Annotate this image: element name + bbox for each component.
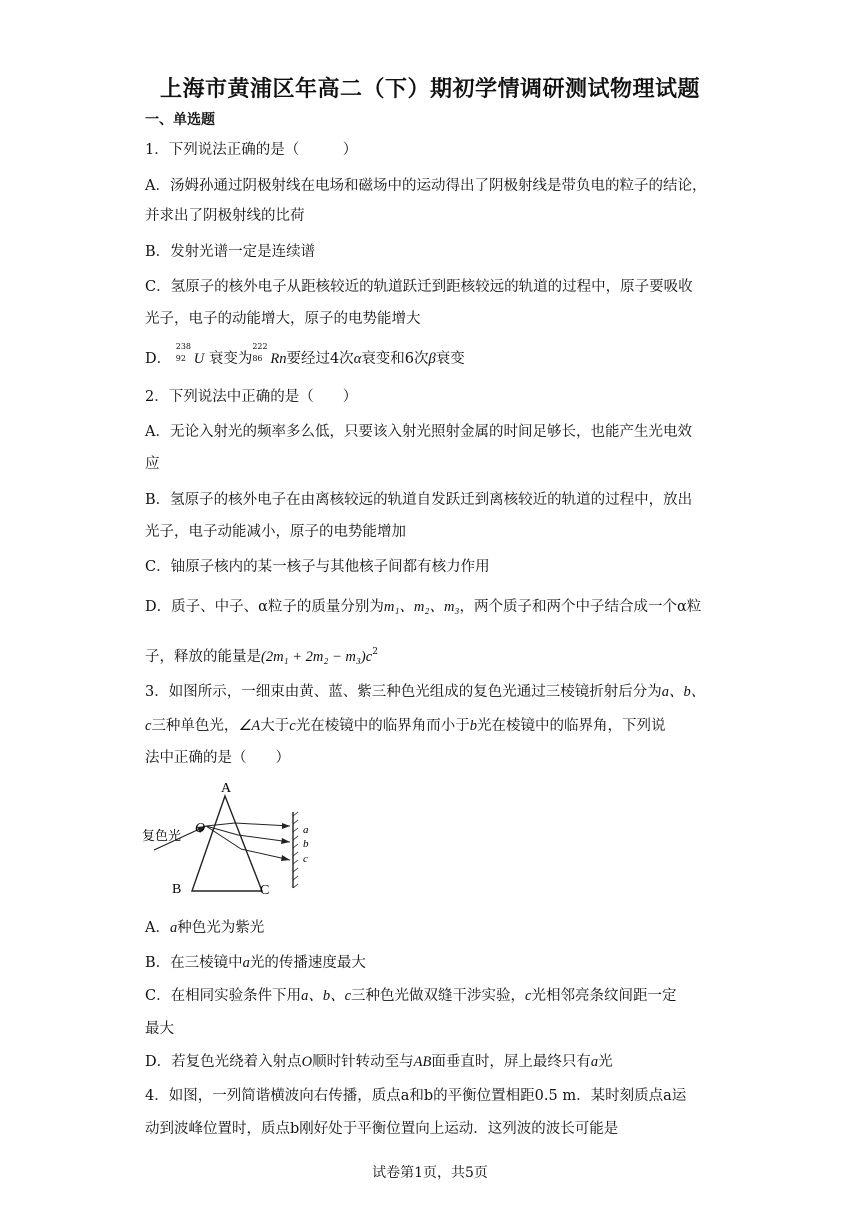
text: 种色光为紫光	[177, 920, 265, 936]
atomic-number: 86	[252, 354, 263, 363]
internal-ray-a	[206, 823, 235, 826]
text: 面垂直时，屏上最终只有	[431, 1054, 591, 1070]
q3-option-c-line1	[145, 986, 676, 1006]
text: 光相邻亮条纹间距一定	[531, 988, 677, 1004]
label-A: A	[221, 781, 232, 796]
q2-option-a-line1: A．无论入射光的频率多么低，只要该入射光照射金属的时间足够长，也能产生光电效	[145, 424, 692, 440]
option-label: D．	[145, 351, 172, 367]
var-a: a	[169, 920, 178, 936]
var-a: a	[590, 1054, 599, 1070]
label-C: C	[260, 883, 270, 898]
label-ray-b: b	[303, 838, 309, 850]
text: 3．如图所示，一细束由黄、蓝、紫三种色光组成的复色光通过三棱镜折射后分为	[145, 684, 662, 700]
q3-option-b	[145, 953, 366, 973]
q2-option-b-line1: B．氢原子的核外电子在由离核较远的轨道自发跃迁到离核较近的轨道的过程中，放出	[145, 492, 693, 508]
q1-option-c-line2: 光子，电子的动能增大，原子的电势能增大	[145, 311, 421, 327]
page-title: 上海市黄浦区年高二（下）期初学情调研测试物理试题	[159, 77, 700, 102]
q3-stem-line3: 法中正确的是（ ）	[145, 750, 290, 766]
var-c: c	[525, 988, 532, 1004]
q3-option-d	[145, 1052, 613, 1072]
face-AB: AB	[413, 1054, 432, 1070]
prism-triangle	[192, 796, 262, 891]
element-symbol: Rn	[270, 351, 287, 367]
label-O: O	[195, 821, 206, 836]
text: 三种色光做双缝干涉实验，	[351, 988, 526, 1004]
q3-stem-line2	[145, 716, 665, 736]
text: D．质子、中子、α粒子的质量分别为	[145, 599, 384, 615]
q2-option-c: C．铀原子核内的某一核子与其他核子间都有核力作用	[145, 559, 490, 575]
exponent: 2	[372, 647, 378, 657]
text: 光在棱镜中的临界角，下列说	[476, 718, 666, 734]
text: 衰变和6次	[361, 351, 429, 367]
screen-hatching	[293, 812, 298, 888]
page-footer: 试卷第1页，共5页	[372, 1165, 488, 1181]
angle-A: ∠A	[238, 718, 261, 734]
q1-option-d	[145, 342, 465, 369]
uranium-nuclide	[175, 342, 194, 367]
text: 要经过4次	[286, 351, 354, 367]
label-ray-a: a	[303, 824, 309, 836]
text: 衰变为	[208, 351, 253, 367]
var-a: a	[242, 955, 250, 971]
text: B．在三棱镜中	[145, 955, 243, 971]
text: 光的传播速度最大	[249, 955, 366, 971]
beta-symbol: β	[428, 351, 436, 367]
energy-formula: (2m₁ + 2m₂ − m₃)c	[261, 649, 373, 665]
arrowhead-a	[282, 823, 290, 829]
text: ，两个质子和两个中子结合成一个α粒	[459, 599, 702, 615]
q4-stem-line1: 4．如图，一列简谐横波向右传播，质点a和b的平衡位置相距0.5 m．某时刻质点a运	[145, 1088, 687, 1104]
text: 大于	[260, 718, 290, 734]
emergent-ray-a	[235, 823, 290, 826]
q3-option-a	[145, 918, 264, 938]
alpha-symbol: α	[353, 351, 362, 367]
text: 光	[598, 1054, 613, 1070]
q3-stem-line1	[145, 682, 705, 702]
text: 衰变	[435, 351, 465, 367]
text: 光在棱镜中的临界角而小于	[295, 718, 470, 734]
label-composite-light: 复色光	[142, 829, 182, 844]
internal-ray-b	[206, 826, 238, 835]
text: A．	[145, 920, 170, 936]
mass-number: 238	[175, 342, 192, 351]
q1-option-c-line1: C．氢原子的核外电子从距核较近的轨道跃迁到距核较远的轨道的过程中，原子要吸收	[145, 279, 693, 295]
q3-option-c-line2: 最大	[145, 1021, 174, 1037]
label-ray-c: c	[303, 853, 308, 865]
q2-option-b-line2: 光子，电子动能减小，原子的电势能增加	[145, 524, 406, 540]
text: D．若复色光绕着入射点	[145, 1054, 302, 1070]
arrowhead-b	[281, 838, 290, 844]
mass-symbols: m₁、m₂、m₃	[383, 599, 460, 615]
section-heading: 一、单选题	[145, 112, 215, 128]
label-B: B	[172, 882, 182, 897]
radon-nuclide	[252, 342, 270, 367]
q2-stem: 2．下列说法中正确的是（ ）	[145, 389, 358, 405]
vars: a、b、	[661, 684, 706, 700]
var-c: c	[289, 718, 296, 734]
mass-number: 222	[252, 342, 268, 351]
element-symbol: U	[193, 351, 205, 367]
text: 子，释放的能量是	[145, 649, 261, 665]
q2-option-a-line2: 应	[145, 456, 160, 472]
atomic-number: 92	[175, 354, 186, 363]
q2-option-d-line2	[145, 642, 378, 667]
vars: a、b、c	[301, 988, 352, 1004]
q1-option-b: B．发射光谱一定是连续谱	[145, 244, 316, 260]
var-c: c	[145, 718, 152, 734]
q2-option-d-line1	[145, 597, 701, 617]
text: C．在相同实验条件下用	[145, 988, 302, 1004]
text: 顺时针转动至与	[312, 1054, 414, 1070]
prism-figure	[140, 778, 330, 898]
text: 三种单色光，	[151, 718, 239, 734]
q4-stem-line2: 动到波峰位置时，质点b刚好处于平衡位置向上运动．这列波的波长可能是	[145, 1121, 619, 1137]
q1-option-a-line1: A．汤姆孙通过阴极射线在电场和磁场中的运动得出了阴极射线是带负电的粒子的结论，	[145, 178, 707, 194]
q1-stem: 1．下列说法正确的是（ ）	[145, 142, 358, 158]
arrowhead-c	[281, 855, 290, 861]
var-b: b	[469, 718, 477, 734]
q1-option-a-line2: 并求出了阴极射线的比荷	[145, 208, 305, 224]
point-O: O	[301, 1054, 313, 1070]
